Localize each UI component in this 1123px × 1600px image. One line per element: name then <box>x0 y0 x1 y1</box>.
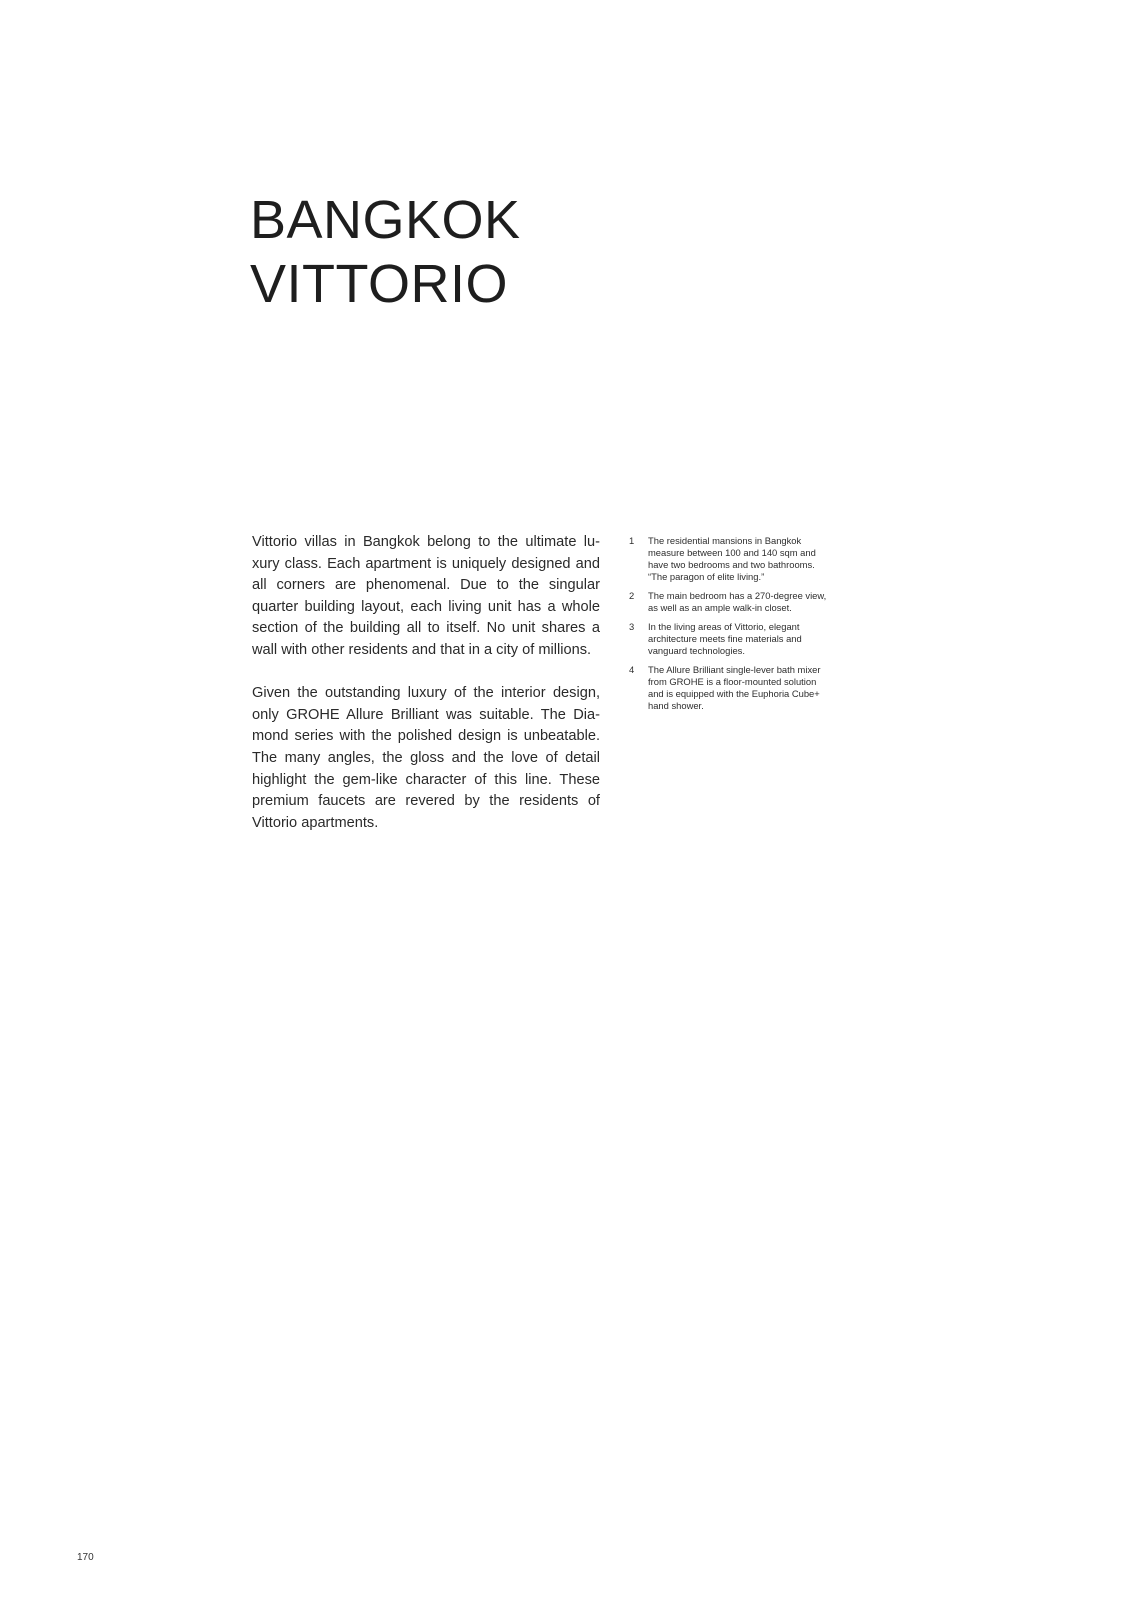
caption-text: The residential mansions in Bangkok measure between 100 and 140 sqm and have two bedrooms and two bathrooms. “The paragon of elite living.” <box>648 535 816 582</box>
caption-text: The main bedroom has a 270-degree view, as well as an ample walk-in closet. <box>648 590 827 613</box>
caption-item <box>629 621 834 657</box>
caption-number: 4 <box>629 664 635 675</box>
page-title <box>250 188 521 316</box>
title-line-city: BANGKOK <box>250 190 521 250</box>
page-number: 170 <box>77 1552 94 1563</box>
caption-item <box>629 590 834 614</box>
body-paragraph-1: Vittorio villas in Bangkok belong to the ultimate lu-xury class. Each apartment is uniquely designed and all corners are phenomenal. Due to the singular quarter building layout, each living unit has a whole section of the building all to itself. No unit shares a wall with other residents and that in a city of millions. <box>252 534 600 658</box>
caption-text: The Allure Brilliant single-lever bath mixer from GROHE is a floor-mounted solution and is equipped with the Euphoria Cube+ hand shower. <box>648 664 821 711</box>
caption-number: 3 <box>629 621 635 632</box>
caption-text: In the living areas of Vittorio, elegant architecture meets fine materials and vanguard technologies. <box>648 621 802 656</box>
caption-item <box>629 535 834 583</box>
title-line-project: VITTORIO <box>250 254 509 314</box>
caption-number: 1 <box>629 535 635 546</box>
caption-item <box>629 664 834 712</box>
caption-number: 2 <box>629 590 635 601</box>
image-captions <box>629 535 834 719</box>
body-text <box>252 532 600 856</box>
body-paragraph-2: Given the outstanding luxury of the interior design, only GROHE Allure Brilliant was suitable. The Dia-mond series with the polished design is unbeatable. The many angles, the gloss and the love of detail highlight the gem-like character of this line. These premium faucets are revered by the residents of Vittorio apartments. <box>252 685 600 831</box>
